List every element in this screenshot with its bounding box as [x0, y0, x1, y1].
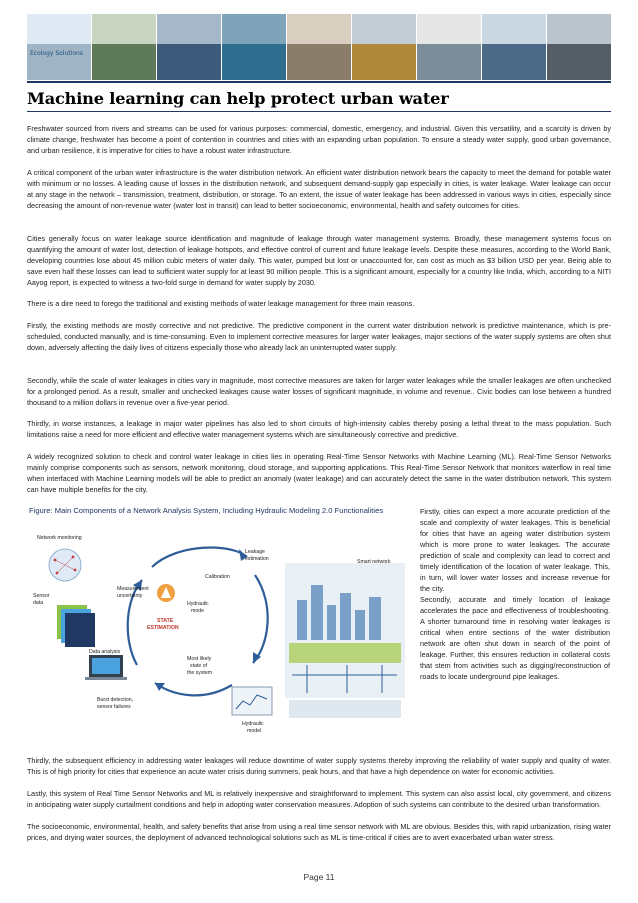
paragraph-9: Thirdly, the subsequent efficiency in addressing water leakages will reduce downtime of water supply systems thereby improving the reliability of water supply and quality of water. This is of high priority for cities that experience an acute water crisis during summers, peak hours, and that have a high dependence on water for economic activities. — [27, 756, 611, 777]
label-most-likely-1: Most likely — [187, 656, 212, 662]
banner-photo-plant — [287, 14, 351, 80]
label-calibration: Calibration — [205, 574, 230, 580]
banner-photo-tanks — [417, 14, 481, 80]
label-state-2: ESTIMATION — [147, 625, 179, 631]
figure-network-analysis — [27, 505, 412, 748]
label-sensor-2: data — [33, 600, 44, 606]
banner-photo-pipes — [157, 14, 221, 80]
side-paragraph-2: Secondly, accurate and timely location of leakage accelerates the pace and effectiveness of troubleshooting. A shorter turnaround time in resolving water leakages is critical when entire sections of the water distribution network are often shut down in search of the point of leakage. Further, this ensures reduction in collateral costs that stem from activities such as digging/reconstruction of roads to locate underground pipe leakages. — [420, 595, 610, 682]
label-sensor-1: Sensor — [33, 593, 50, 599]
banner-photo-logo — [27, 14, 91, 80]
arrow-hydraulic — [253, 575, 268, 663]
label-leakage-2: estimation — [245, 556, 269, 562]
banner-photo-water — [222, 14, 286, 80]
label-network-monitoring: Network monitoring — [37, 535, 82, 541]
label-smart-network: Smart network — [357, 559, 391, 565]
label-burst-1: Burst detection, — [97, 697, 134, 703]
label-hydraulic-mode-1: Hydraulic — [187, 601, 209, 607]
label-data-analysis: Data analysis — [89, 649, 121, 655]
label-measurement-1: Measurement — [117, 586, 149, 592]
paragraph-6: Secondly, while the scale of water leakages in cities vary in magnitude, most corrective measures are taken for larger water leakages while the smaller leakages are often unchecked for a prolonged period. As a result, smaller and unchecked leakages cause water losses of significant magnitude, in volume and revenue.. Civic bodies can lose between a hundred thousand to a million dollars in revenue over a five-year period. — [27, 376, 611, 408]
paragraph-5: Firstly, the existing methods are mostly corrective and not predictive. The predictive component in the current water distribution network is predictive maintenance, which is pre-scheduled, conducted manually, and is time-consuming. Even to implement corrective measures for larger water leakages, major sections of the water supply systems are often shut down, adversely affecting the daily lives of citizens especially those who already lack an uninterrupted water supply. — [27, 321, 611, 353]
paragraph-8: A widely recognized solution to check and control water leakage in cities lies in operating Real-Time Sensor Networks with Machine Learning (ML). Real-Time Sensor Networks mainly comprise components such as sensors, network monitoring, cloud storage, and supporting applications. This Real-Time Sensor Network that monitors waterflow in real time when interfaced with Machine Learning models will be able to predict an anomaly (water leakage) and can accurately detect the same in the water distribution network. This system can have multiple benefits for the city. — [27, 452, 611, 495]
figure-caption: Figure: Main Components of a Network Analysis System, Including Hydraulic Modeling 2.0 Functionalities — [29, 506, 384, 515]
article-title: Machine learning can help protect urban water — [27, 89, 449, 108]
arrow-calibration — [152, 548, 247, 567]
label-hydraulic-mode-2: mode — [191, 608, 204, 614]
paragraph-3: Cities generally focus on water leakage source identification and magnitude of leakage through water management systems. Broadly, these management systems focus on quantifying the amount of water lost, detection of leakage hotspots, and effective control of current and future leakage levels. Despite these measures, according to the World Bank, developing countries lose about 45 million cubic meters of water daily. This water, pumped but lost or unaccounted for, can cost as much as $3 billion USD per year. Being able to save even half these losses can lead to sufficient water supply for at least 90 million people. This is a significant amount, especially for a country like India, which, according to a NITI Aayog report, is expected to witness a two-fold surge in demand for water supply by 2030. — [27, 234, 611, 288]
label-burst-2: sensor failures — [97, 704, 131, 710]
banner-divider — [27, 81, 611, 83]
paragraph-2: A critical component of the urban water infrastructure is the water distribution network. An efficient water distribution network bears the capacity to meet the demand for potable water with minimum or no losses. A leading cause of losses in the distribution network, and subsequent demand-supply gap especially in cities, is water leakage. Water leakage can occur at any stage in the network – transmission, treatment, distribution, or storage. To an extent, the issue of water leakage has been addressed in various ways in cities, especially since decreasing the amount of non-revenue water (water lost in transit) can lead to better socioeconomic, environmental, health and safety outcomes for cities. — [27, 168, 611, 211]
arrow-state — [155, 683, 232, 695]
banner-logo-text: Ecology Solutions — [30, 50, 83, 57]
paragraph-7: Thirdly, in worse instances, a leakage in major water pipelines has also led to short circuits of high-intensity cables thereby posing a lethal threat to the mass population. Such limitations raise a need for more efficient and effective water management systems which are simultaneously corrective and predictive. — [27, 419, 611, 440]
banner-photo-river — [92, 14, 156, 80]
banner-photo-valves — [482, 14, 546, 80]
title-underline — [27, 111, 611, 112]
label-hydraulic-model-2: model — [247, 728, 262, 734]
label-leakage-1: Leakage — [245, 549, 265, 555]
figure-diagram — [27, 505, 412, 748]
page-number: Page 11 — [303, 872, 335, 882]
paragraph-4: There is a dire need to forego the traditional and existing methods of water leakage management for three main reasons. — [27, 299, 415, 308]
banner-photo-engineer — [547, 14, 611, 80]
paragraph-11: The socioeconomic, environmental, health, and safety benefits that arise from using a real time sensor network with ML are obvious. Besides this, with rapid urbanization, rising water prices, and drying water sources, the deployment of advanced technological solutions such as ML is time-critical if cities are to avert exacerbated urban water stress. — [27, 822, 611, 843]
banner-photo-worker — [352, 14, 416, 80]
paragraph-1: Freshwater sourced from rivers and streams can be used for various purposes: commercial, domestic, emergency, and industrial. Given this versatility, and a scarcity is driven by climate change, freshwater has become a point of contention in countries and cities with an expanding urban population. To ensure a steady water supply, good urban governance, and urban resilience, it is imperative for cities to have a robust water infrastructure. — [27, 124, 611, 156]
label-hydraulic-model-1: Hydraulic — [242, 721, 264, 727]
hydraulic-model-monitor-icon — [232, 687, 272, 715]
label-state-1: STATE — [157, 618, 174, 624]
label-most-likely-2: state of — [190, 663, 208, 669]
side-paragraph-1: Firstly, cities can expect a more accurate prediction of the scale and complexity of water leakages. This is beneficial for cities that have an ageing water distribution system which is more prone to water leakages. The accurate prediction of scale and complexity can lead to correct and timely identification of the location of water leakage. This, in turn, will lower water losses and increase revenue for the city. — [420, 507, 610, 594]
label-measurement-2: uncertainty — [117, 593, 143, 599]
header-photo-banner — [27, 14, 611, 80]
label-most-likely-3: the system — [187, 670, 213, 676]
paragraph-10: Lastly, this system of Real Time Sensor Networks and ML is relatively inexpensive and straightforward to implement. This system can also assist local, city government, and citizens in anticipating water supply curtailment conditions and help in adopting water conservation measures. Adoption of such systems can contribute to the desired urban transformation. — [27, 789, 611, 810]
